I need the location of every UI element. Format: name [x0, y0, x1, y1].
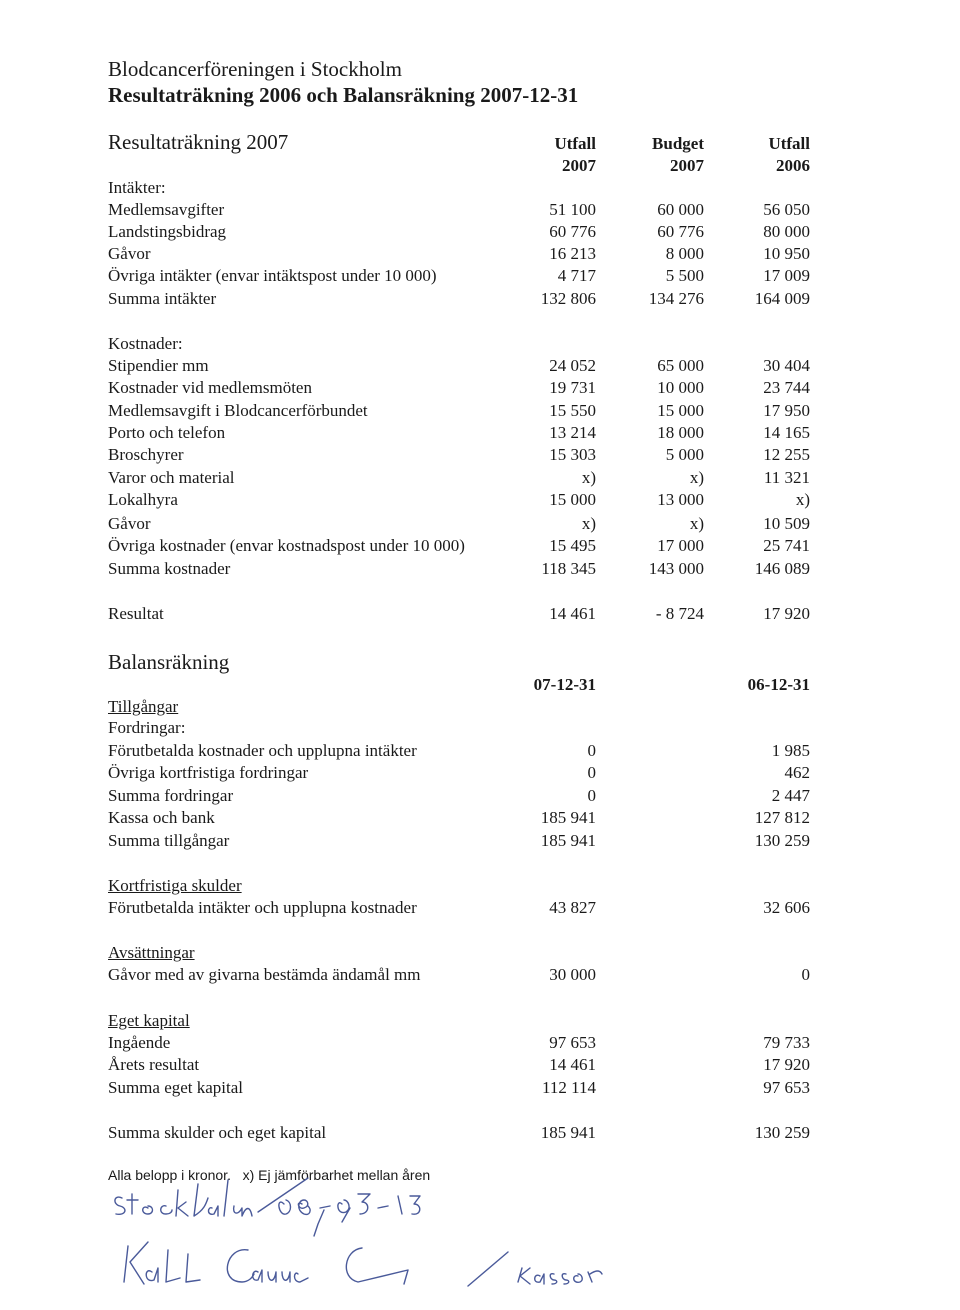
skulder-heading: Kortfristiga skulder	[108, 876, 242, 895]
asset-row-value: 462	[784, 763, 810, 782]
income-row-value: 4 717	[557, 266, 596, 285]
income-row-value: 60 776	[657, 222, 704, 241]
income-row-label: Övriga intäkter (envar intäktspost under 10 000)	[108, 266, 437, 285]
income-row-value: 60 000	[657, 200, 704, 219]
income-row-label: Medlemsavgifter	[108, 200, 225, 219]
cost-row-value: 10 509	[763, 514, 810, 533]
income-row-value: 51 100	[549, 200, 596, 219]
cost-row-value: x)	[581, 514, 596, 533]
col-date-2007: 07-12-31	[533, 675, 596, 694]
asset-row-label: Förutbetalda kostnader och upplupna intäkter	[108, 741, 417, 760]
document-title: Resultaträkning 2006 och Balansräkning 2007-12-31	[108, 83, 579, 107]
cost-row-value: 10 000	[657, 378, 704, 397]
cost-row-value: x)	[581, 468, 596, 487]
summa-kostnader-label: Summa kostnader	[108, 559, 231, 578]
cost-row-value: 25 741	[763, 536, 810, 555]
col-utfall-2006-label: Utfall	[768, 134, 810, 153]
cost-row-value: 24 052	[549, 356, 596, 375]
summa-tillgangar-label: Summa tillgångar	[108, 831, 230, 850]
cost-row-value: 13 214	[549, 423, 596, 442]
summa-eget-kapital-value: 112 114	[542, 1078, 596, 1097]
signature-place-date	[0, 0, 1, 1]
asset-row-value: 0	[587, 741, 596, 760]
summa-intakter-value: 132 806	[540, 289, 596, 308]
handwritten-signature	[108, 1150, 628, 1290]
equity-row-label: Ingående	[108, 1033, 171, 1052]
summa-kostnader-value: 143 000	[648, 559, 704, 578]
summa-tillgangar-value: 130 259	[754, 831, 810, 850]
cost-row-value: 17 000	[657, 536, 704, 555]
equity-row-value: 97 653	[549, 1033, 596, 1052]
cost-row-value: 15 000	[549, 490, 596, 509]
income-row-value: 17 009	[763, 266, 810, 285]
resultat-value: 14 461	[549, 604, 596, 623]
cost-row-value: 13 000	[657, 490, 704, 509]
cost-row-value: 12 255	[763, 445, 810, 464]
cost-row-label: Övriga kostnader (envar kostnadspost under 10 000)	[108, 536, 465, 555]
balance-heading: Balansräkning	[108, 650, 230, 674]
asset-row-value: 185 941	[540, 808, 596, 827]
cost-row-value: 15 550	[549, 401, 596, 420]
equity-row-value: 17 920	[763, 1055, 810, 1074]
cost-row-value: 11 321	[763, 468, 810, 487]
income-row-value: 56 050	[763, 200, 810, 219]
cost-row-value: 14 165	[763, 423, 810, 442]
total-value: 130 259	[754, 1123, 810, 1142]
income-row-value: 16 213	[549, 244, 596, 263]
summa-tillgangar-value: 185 941	[540, 831, 596, 850]
col-budget-2007-label: Budget	[652, 134, 704, 153]
col-utfall-2006-year: 2006	[776, 156, 810, 175]
cost-row-value: 23 744	[763, 378, 810, 397]
skulder-row-value: 43 827	[549, 898, 596, 917]
summa-eget-kapital-label: Summa eget kapital	[108, 1078, 244, 1097]
cost-row-label: Stipendier mm	[108, 356, 209, 375]
col-date-2006: 06-12-31	[747, 675, 810, 694]
avsattningar-row-value: 0	[801, 965, 810, 984]
cost-row-value: x)	[795, 490, 810, 509]
asset-row-value: 1 985	[771, 741, 810, 760]
income-row-value: 60 776	[549, 222, 596, 241]
income-row-value: 8 000	[665, 244, 704, 263]
total-value: 185 941	[540, 1123, 596, 1142]
asset-row-label: Summa fordringar	[108, 786, 234, 805]
cost-row-value: x)	[689, 514, 704, 533]
summa-kostnader-value: 146 089	[754, 559, 810, 578]
summa-eget-kapital-value: 97 653	[763, 1078, 810, 1097]
org-name: Blodcancerföreningen i Stockholm	[108, 57, 402, 81]
cost-row-value: 17 950	[763, 401, 810, 420]
total-label: Summa skulder och eget kapital	[108, 1123, 327, 1142]
asset-row-value: 0	[587, 763, 596, 782]
cost-row-label: Varor och material	[108, 468, 235, 487]
summa-intakter-label: Summa intäkter	[108, 289, 217, 308]
cost-row-value: 15 495	[549, 536, 596, 555]
col-budget-2007-year: 2007	[670, 156, 704, 175]
summa-kostnader-value: 118 345	[541, 559, 596, 578]
cost-row-label: Lokalhyra	[108, 490, 178, 509]
skulder-row-value: 32 606	[763, 898, 810, 917]
cost-row-label: Gåvor	[108, 514, 151, 533]
income-row-label: Landstingsbidrag	[108, 222, 227, 241]
col-utfall-2007-label: Utfall	[554, 134, 596, 153]
cost-row-value: 15 000	[657, 401, 704, 420]
footnote: Alla belopp i kronor. x) Ej jämförbarhet mellan åren	[108, 1167, 431, 1183]
tillgangar-heading: Tillgångar	[108, 697, 179, 716]
fordringar-label: Fordringar:	[108, 718, 186, 737]
cost-row-value: 5 000	[665, 445, 704, 464]
summa-intakter-value: 164 009	[754, 289, 810, 308]
equity-row-label: Årets resultat	[108, 1055, 200, 1074]
avsattningar-heading: Avsättningar	[108, 943, 195, 962]
asset-row-value: 2 447	[771, 786, 810, 805]
intakter-label: Intäkter:	[108, 178, 166, 197]
kostnader-label: Kostnader:	[108, 334, 183, 353]
income-row-value: 10 950	[763, 244, 810, 263]
cost-row-value: 19 731	[549, 378, 596, 397]
eget-kapital-heading: Eget kapital	[108, 1011, 190, 1030]
skulder-row-label: Förutbetalda intäkter och upplupna kostnader	[108, 898, 417, 917]
cost-row-value: 15 303	[549, 445, 596, 464]
equity-row-value: 79 733	[763, 1033, 810, 1052]
asset-row-label: Kassa och bank	[108, 808, 215, 827]
income-row-label: Gåvor	[108, 244, 151, 263]
asset-row-label: Övriga kortfristiga fordringar	[108, 763, 309, 782]
cost-row-label: Porto och telefon	[108, 423, 226, 442]
avsattningar-row-value: 30 000	[549, 965, 596, 984]
equity-row-value: 14 461	[549, 1055, 596, 1074]
income-row-value: 80 000	[763, 222, 810, 241]
cost-row-label: Kostnader vid medlemsmöten	[108, 378, 312, 397]
cost-row-value: 30 404	[763, 356, 810, 375]
asset-row-value: 127 812	[754, 808, 810, 827]
income-row-value: 5 500	[665, 266, 704, 285]
resultat-value: - 8 724	[655, 604, 704, 623]
income-heading: Resultaträkning 2007	[108, 130, 289, 154]
cost-row-value: 18 000	[657, 423, 704, 442]
cost-row-label: Broschyrer	[108, 445, 184, 464]
cost-row-label: Medlemsavgift i Blodcancerförbundet	[108, 401, 368, 420]
asset-row-value: 0	[587, 786, 596, 805]
resultat-value: 17 920	[763, 604, 810, 623]
col-utfall-2007-year: 2007	[562, 156, 596, 175]
summa-intakter-value: 134 276	[648, 289, 704, 308]
cost-row-value: x)	[689, 468, 704, 487]
avsattningar-row-label: Gåvor med av givarna bestämda ändamål mm	[108, 965, 421, 984]
resultat-label: Resultat	[108, 604, 164, 623]
cost-row-value: 65 000	[657, 356, 704, 375]
